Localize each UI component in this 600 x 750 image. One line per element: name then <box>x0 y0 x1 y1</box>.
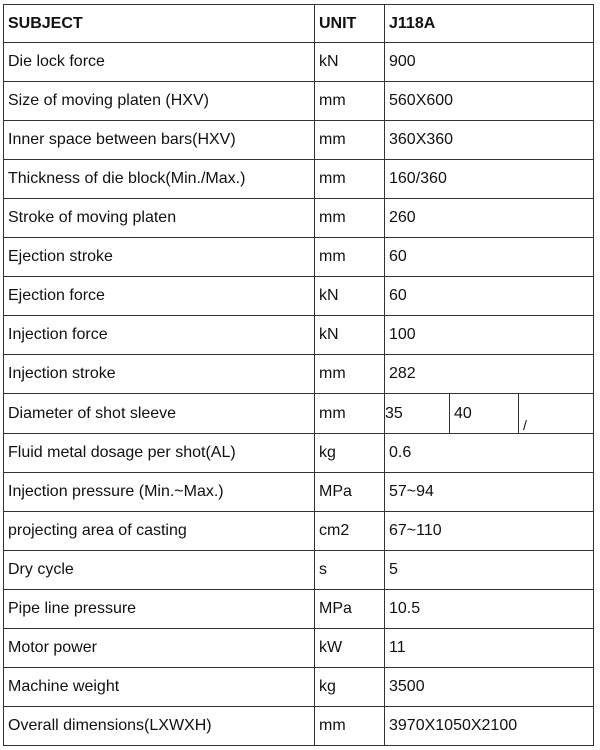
row-unit: mm <box>315 82 385 121</box>
row-unit: kg <box>315 434 385 473</box>
row-value: 160/360 <box>385 160 594 199</box>
row-subject: Fluid metal dosage per shot(AL) <box>4 434 315 473</box>
row-unit: mm <box>315 394 385 434</box>
row-value-split <box>385 394 594 434</box>
row-unit: s <box>315 551 385 590</box>
row-subject: Ejection force <box>4 277 315 316</box>
row-unit: kg <box>315 668 385 707</box>
shot-sleeve-value-3: / <box>523 417 527 433</box>
spec-table <box>3 4 594 746</box>
row-subject: Inner space between bars(HXV) <box>4 121 315 160</box>
row-unit: mm <box>315 707 385 746</box>
row-unit: cm2 <box>315 512 385 551</box>
table-row <box>4 434 594 473</box>
table-row <box>4 590 594 629</box>
header-subject: SUBJECT <box>4 5 315 43</box>
row-value: 60 <box>385 238 594 277</box>
table-row <box>4 668 594 707</box>
table-row <box>4 82 594 121</box>
header-unit: UNIT <box>315 5 385 43</box>
table-row <box>4 43 594 82</box>
table-header-row <box>4 5 594 43</box>
row-value: 900 <box>385 43 594 82</box>
row-subject: Thickness of die block(Min./Max.) <box>4 160 315 199</box>
row-value: 11 <box>385 629 594 668</box>
row-value: 100 <box>385 316 594 355</box>
table-row <box>4 629 594 668</box>
row-unit: MPa <box>315 473 385 512</box>
row-unit: mm <box>315 238 385 277</box>
row-unit: mm <box>315 199 385 238</box>
row-value: 282 <box>385 355 594 394</box>
row-value: 3500 <box>385 668 594 707</box>
row-unit: kW <box>315 629 385 668</box>
row-unit: mm <box>315 121 385 160</box>
row-subject: Motor power <box>4 629 315 668</box>
table-row <box>4 238 594 277</box>
row-unit: kN <box>315 316 385 355</box>
row-subject: projecting area of casting <box>4 512 315 551</box>
row-unit: mm <box>315 160 385 199</box>
table-row <box>4 199 594 238</box>
row-unit: MPa <box>315 590 385 629</box>
table-row <box>4 355 594 394</box>
table-row <box>4 394 594 434</box>
row-value: 3970X1050X2100 <box>385 707 594 746</box>
row-subject: Injection stroke <box>4 355 315 394</box>
row-value: 260 <box>385 199 594 238</box>
table-row <box>4 277 594 316</box>
row-subject: Ejection stroke <box>4 238 315 277</box>
row-value: 57~94 <box>385 473 594 512</box>
row-value: 360X360 <box>385 121 594 160</box>
row-subject: Overall dimensions(LXWXH) <box>4 707 315 746</box>
row-subject: Die lock force <box>4 43 315 82</box>
shot-sleeve-values <box>385 394 594 433</box>
row-value: 5 <box>385 551 594 590</box>
table-row <box>4 473 594 512</box>
table-row <box>4 551 594 590</box>
row-subject: Injection pressure (Min.~Max.) <box>4 473 315 512</box>
row-value: 67~110 <box>385 512 594 551</box>
table-row <box>4 316 594 355</box>
spec-sheet <box>3 4 593 746</box>
row-unit: kN <box>315 43 385 82</box>
row-subject: Machine weight <box>4 668 315 707</box>
row-subject: Diameter of shot sleeve <box>4 394 315 434</box>
table-row <box>4 512 594 551</box>
row-subject: Dry cycle <box>4 551 315 590</box>
row-subject: Stroke of moving platen <box>4 199 315 238</box>
row-value: 560X600 <box>385 82 594 121</box>
row-unit: mm <box>315 355 385 394</box>
row-unit: kN <box>315 277 385 316</box>
row-value: 0.6 <box>385 434 594 473</box>
row-value: 60 <box>385 277 594 316</box>
shot-sleeve-value-1: 35 <box>385 394 451 433</box>
row-subject: Injection force <box>4 316 315 355</box>
row-subject: Size of moving platen (HXV) <box>4 82 315 121</box>
shot-sleeve-value-2: 40 <box>450 394 519 433</box>
table-row <box>4 160 594 199</box>
row-subject: Pipe line pressure <box>4 590 315 629</box>
row-value: 10.5 <box>385 590 594 629</box>
table-row <box>4 121 594 160</box>
header-model: J118A <box>385 5 594 43</box>
table-row <box>4 707 594 746</box>
